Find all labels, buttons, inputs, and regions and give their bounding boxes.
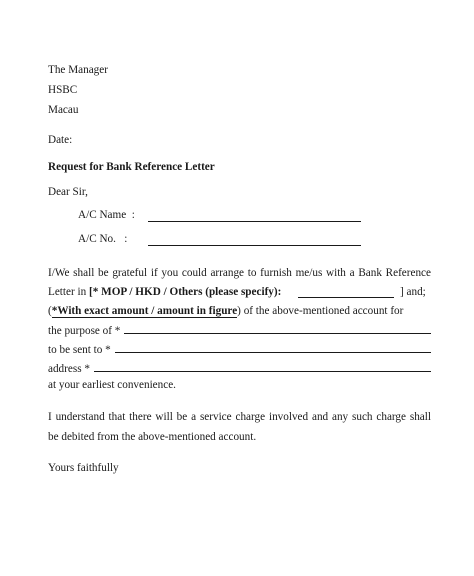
body-line-currency <box>48 286 281 298</box>
sent-to-row <box>48 343 431 356</box>
recipient-line-bank: HSBC <box>48 84 78 96</box>
sign-off: Yours faithfully <box>48 462 119 474</box>
account-number-label: A/C No. : <box>78 233 128 245</box>
address-field[interactable] <box>94 362 431 372</box>
account-number-field[interactable] <box>148 245 361 246</box>
amount-suffix: ) of the above-mentioned account for <box>237 305 404 317</box>
currency-suffix: ] and; <box>400 286 426 298</box>
recipient-line-manager: The Manager <box>48 64 108 76</box>
letter-subject: Request for Bank Reference Letter <box>48 161 215 173</box>
address-label: address * <box>48 363 90 375</box>
currency-specify-field[interactable] <box>298 297 394 298</box>
currency-prefix: Letter in <box>48 286 87 298</box>
date-label: Date: <box>48 134 73 146</box>
body-closing-line: at your earliest convenience. <box>48 379 176 391</box>
account-name-label: A/C Name : <box>78 209 135 221</box>
purpose-label: the purpose of * <box>48 325 121 337</box>
currency-options: [* MOP / HKD / Others (please specify): <box>89 286 282 298</box>
account-name-field[interactable] <box>148 221 361 222</box>
charge-notice-line-2: be debited from the above-mentioned account. <box>48 431 257 443</box>
body-line-request: I/We shall be grateful if you could arrange to furnish me/us with a Bank Reference <box>48 267 431 279</box>
sent-to-label: to be sent to * <box>48 344 111 356</box>
address-row <box>48 362 431 375</box>
amount-instruction: *With exact amount / amount in figure <box>51 305 238 317</box>
purpose-row <box>48 324 431 337</box>
salutation: Dear Sir, <box>48 186 88 198</box>
amount-open-paren: ( <box>48 305 52 317</box>
charge-notice-line-1: I understand that there will be a service charge involved and any such charge shall <box>48 411 431 423</box>
recipient-line-city: Macau <box>48 104 79 116</box>
sent-to-field[interactable] <box>115 343 431 353</box>
purpose-field[interactable] <box>124 324 431 334</box>
body-line-amount <box>48 305 403 317</box>
